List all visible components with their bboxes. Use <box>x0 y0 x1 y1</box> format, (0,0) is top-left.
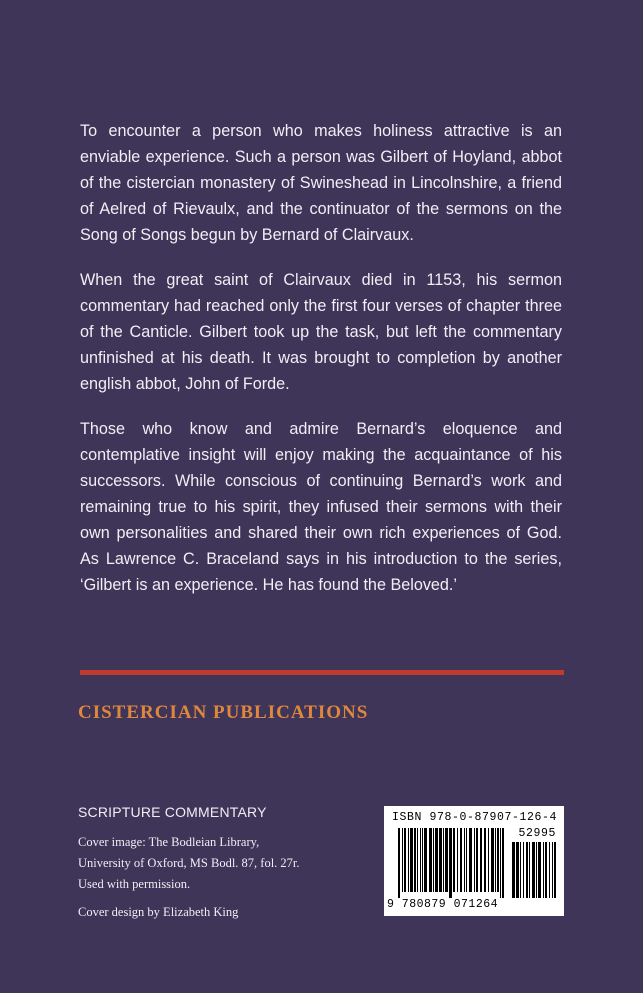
barcode-bar <box>420 828 421 892</box>
barcode-bar <box>414 828 416 892</box>
barcode-bar <box>536 842 537 898</box>
blurb-paragraph-3: Those who know and admire Bernard’s eloquence and contemplative insight will enjoy making the acquaintance of his successors. While conscious of continuing Bernard’s work and remaining true to his spirit, they infused their sermons with their own personalities and shared their own rich experiences of God. As Lawrence C. Braceland says in his introduction to the series, ‘Gilbert is an experience. He has found the Beloved.’ <box>80 420 562 594</box>
barcode-bar <box>520 842 521 898</box>
barcode-bar <box>484 828 486 892</box>
blurb-paragraph-1: To encounter a person who makes holiness attractive is an enviable experience. Such a person was Gilbert of Hoyland, abbot of the cistercian monastery of Swineshead in Lincolnshire, a friend of Aelred of Rievaulx, and the continuator of the sermons on the Song of Songs begun by Bernard of Clairvaux. <box>80 122 562 244</box>
barcode-bar <box>460 828 462 892</box>
barcode-bar <box>410 828 413 892</box>
barcode-bar <box>429 828 432 892</box>
credit-line-1: Cover image: The Bodleian Library, <box>78 835 260 849</box>
barcode-bar <box>495 828 496 892</box>
divider-rule <box>80 670 564 675</box>
series-label: SCRIPTURE COMMENTARY <box>78 804 267 820</box>
credit-line-3: Used with permission. <box>78 877 191 891</box>
barcode-bar <box>529 842 530 898</box>
barcode-bar <box>480 828 482 892</box>
barcode-bar <box>543 842 544 898</box>
barcode-bar <box>549 842 550 898</box>
barcode-bar <box>552 842 553 898</box>
barcode-bar <box>523 842 524 898</box>
cover-credits <box>78 832 368 923</box>
blurb-text <box>80 118 562 617</box>
barcode-bar <box>402 828 403 892</box>
barcode-bar <box>476 828 478 892</box>
isbn-number: ISBN 978-0-87907-126-4 <box>392 811 558 824</box>
publisher-name: CISTERCIAN PUBLICATIONS <box>78 702 369 723</box>
barcode-bar <box>538 842 541 898</box>
barcode-bar <box>435 828 438 892</box>
barcode-bar <box>457 828 458 892</box>
barcode-bar <box>545 842 547 898</box>
barcode-bar <box>422 828 423 892</box>
barcode-bar <box>526 842 528 898</box>
barcode-bar <box>500 828 501 898</box>
price-addon-number: 52995 <box>518 827 556 840</box>
isbn-barcode <box>384 806 564 916</box>
barcode-bar <box>449 828 452 898</box>
barcode-bar <box>491 828 494 892</box>
barcode-bar <box>532 842 535 898</box>
barcode-bar <box>453 828 455 892</box>
barcode-bar <box>554 842 556 898</box>
blurb-paragraph-2: When the great saint of Clairvaux died in 1153, his sermon commentary had reached only the first four verses of chapter three of the Canticle. Gilbert took up the task, but left the commentary unfinished at his death. It was brought to completion by another english abbot, John of Forde. <box>80 271 562 393</box>
barcode-bar <box>497 828 499 892</box>
barcode-bar <box>474 828 475 892</box>
barcode-bar <box>398 828 400 898</box>
barcode-bar <box>502 828 504 898</box>
barcode-bar <box>433 828 434 892</box>
barcode-bar <box>404 828 406 892</box>
credit-line-2: University of Oxford, MS Bodl. 87, fol. 27r. <box>78 856 300 870</box>
barcode-bar <box>464 828 465 892</box>
cover-design-credit: Cover design by Elizabeth King <box>78 905 239 919</box>
barcode-bar <box>466 828 467 892</box>
barcode-bar <box>469 828 472 892</box>
barcode-bar <box>516 842 519 898</box>
barcode-bar <box>488 828 489 892</box>
ean-digits: 9 780879 071264 <box>387 898 499 911</box>
barcode-bar <box>445 828 448 892</box>
barcode-bar <box>443 828 444 892</box>
barcode-bar <box>417 828 418 892</box>
barcode-bar <box>424 828 427 892</box>
barcode-bar <box>408 828 409 892</box>
barcode-bar <box>439 828 442 892</box>
barcode-bar <box>512 842 515 898</box>
